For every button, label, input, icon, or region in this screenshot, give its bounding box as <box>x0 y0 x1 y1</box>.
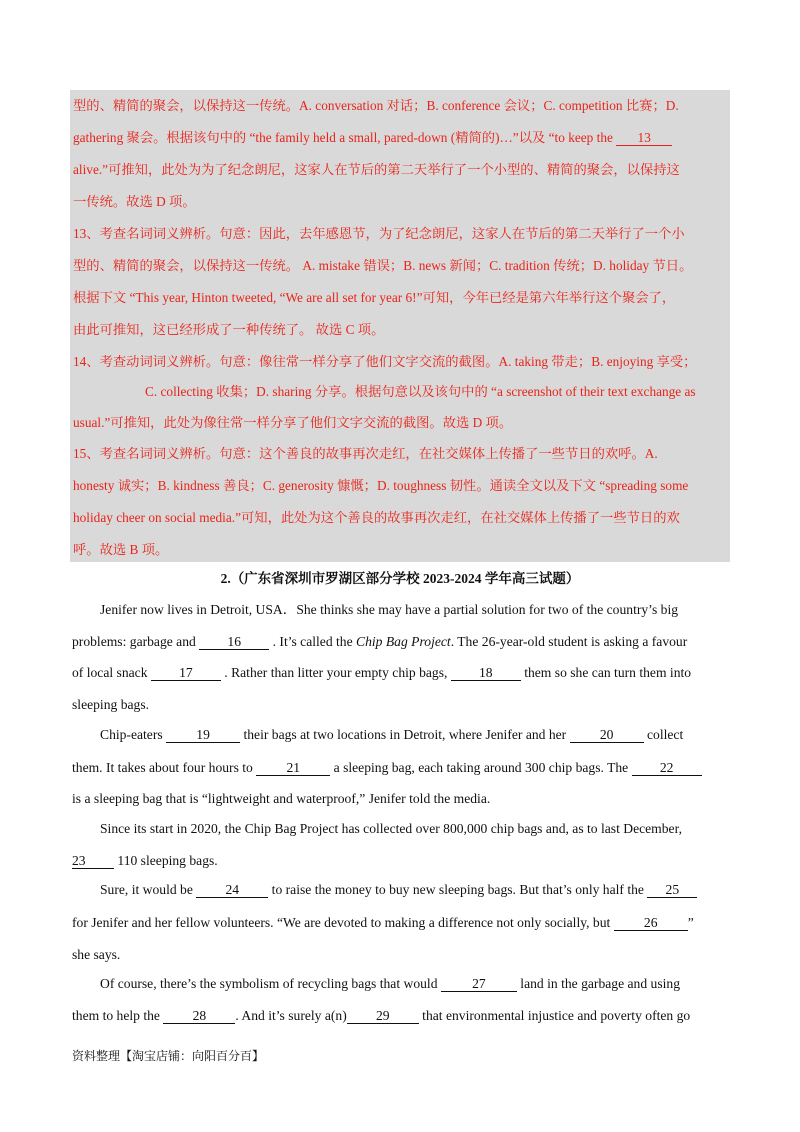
answer-line: 型的、精简的聚会，以保持这一传统。 A. mistake 错误；B. news 新闻；C. tradition 传统；D. holiday 节日。 <box>73 258 693 273</box>
blank-18[interactable]: 18 <box>451 665 521 681</box>
answer-line: alive.”可推知，此处为为了纪念朗尼，这家人在节后的第二天举行了一个小型的、精简的聚会，以保持这 <box>73 162 680 177</box>
passage-text: Sure, it would be <box>100 882 197 897</box>
section-heading: 2.（广东省深圳市罗湖区部分学校 2023-2024 学年高三试题） <box>220 571 580 586</box>
passage-text: their bags at two locations in Detroit, where Jenifer and her <box>240 727 570 742</box>
passage-line: Since its start in 2020, the Chip Bag Project has collected over 800,000 chip bags and, as to last December, <box>100 821 682 836</box>
answer-line: 14、考查动词词义辨析。句意：像往常一样分享了他们文字交流的截图。A. taking 带走；B. enjoying 享受； <box>73 354 697 369</box>
answer-line: honesty 诚实；B. kindness 善良；C. generosity 慷慨；D. toughness 韧性。通读全文以及下文 “spreading some <box>73 478 689 493</box>
passage-line <box>72 914 694 932</box>
blank-21[interactable]: 21 <box>256 760 330 776</box>
passage-text: Chip-eaters <box>100 727 167 742</box>
blank-20[interactable]: 20 <box>570 727 644 743</box>
blank-28[interactable]: 28 <box>163 1008 235 1024</box>
passage-line <box>72 664 691 682</box>
blank-22[interactable]: 22 <box>632 760 702 776</box>
answer-line: 根据下文 “This year, Hinton tweeted, “We are all set for year 6!”可知，今年已经是第六年举行这个聚会了， <box>73 290 676 305</box>
passage-text: Of course, there’s the symbolism of recycling bags that would <box>100 976 441 991</box>
answer-text: gathering 聚会。根据该句中的 “the family held a small, pared-down (精简的)…”以及 “to keep the <box>73 130 617 145</box>
passage-line <box>72 759 702 777</box>
passage-text: land in the garbage and using <box>516 976 680 991</box>
passage-line: is a sleeping bag that is “lightweight and waterproof,” Jenifer told the media. <box>72 791 491 806</box>
passage-text: a sleeping bag, each taking around 300 chip bags. The <box>330 760 632 775</box>
passage-line <box>100 975 680 993</box>
blank-29[interactable]: 29 <box>347 1008 419 1024</box>
answer-line: 呼。故选 B 项。 <box>73 542 169 557</box>
passage-line: she says. <box>72 947 121 962</box>
passage-line <box>72 633 687 651</box>
blank-24[interactable]: 24 <box>196 882 268 898</box>
answer-line <box>73 129 672 147</box>
answer-line: C. collecting 收集；D. sharing 分享。根据句意以及该句中的 “a screenshot of their text exchange as <box>145 384 696 399</box>
passage-text: ” <box>687 915 694 930</box>
passage-text: problems: garbage and <box>72 634 200 649</box>
passage-text: . Rather than litter your empty chip bags, <box>220 665 451 680</box>
passage-line: Jenifer now lives in Detroit, USA．She thinks she may have a partial solution for two of the country’s big <box>100 602 679 617</box>
passage-text: . It’s called the <box>269 634 357 649</box>
blank-19[interactable]: 19 <box>166 727 240 743</box>
passage-line <box>100 726 683 744</box>
passage-text: 110 sleeping bags. <box>114 853 218 868</box>
passage-text: them so she can turn them into <box>520 665 692 680</box>
answer-line: 由此可推知，这已经形成了一种传统了。 故选 C 项。 <box>73 322 385 337</box>
passage-text: for Jenifer and her fellow volunteers. “We are devoted to making a difference not only socially, but <box>72 915 614 930</box>
answer-line: 13、考查名词词义辨析。句意：因此，去年感恩节，为了纪念朗尼，这家人在节后的第二天举行了一个小 <box>73 226 685 241</box>
blank-26[interactable]: 26 <box>614 915 688 931</box>
page-footer: 资料整理【淘宝店铺：向阳百分百】 <box>72 1049 265 1063</box>
passage-text: . And it’s surely a(n) <box>235 1008 347 1023</box>
blank-25[interactable]: 25 <box>647 882 697 898</box>
answer-line: 15、考查名词词义辨析。句意：这个善良的故事再次走红，在社交媒体上传播了一些节日的欢呼。A. <box>73 446 658 461</box>
answer-line: usual.”可推知，此处为像往常一样分享了他们文字交流的截图。故选 D 项。 <box>73 415 513 430</box>
blank-17[interactable]: 17 <box>151 665 221 681</box>
blank-16[interactable]: 16 <box>199 634 269 650</box>
passage-text: collect <box>643 727 684 742</box>
passage-line <box>72 852 218 870</box>
passage-text: . The 26-year-old student is asking a favour <box>450 634 688 649</box>
passage-text: to raise the money to buy new sleeping bags. But that’s only half the <box>268 882 648 897</box>
blank-27[interactable]: 27 <box>441 976 517 992</box>
passage-text: them to help the <box>72 1008 164 1023</box>
answer-line: holiday cheer on social media.”可知，此处为这个善良的故事再次走红，在社交媒体上传播了一些节日的欢 <box>73 510 680 525</box>
passage-text: of local snack <box>72 665 151 680</box>
blank-23[interactable]: 23 <box>72 853 114 869</box>
passage-line <box>72 1007 690 1025</box>
passage-line <box>100 881 697 899</box>
project-title: Chip Bag Project <box>356 634 451 649</box>
passage-text: them. It takes about four hours to <box>72 760 257 775</box>
answer-blank-13: 13 <box>616 130 672 146</box>
answer-line: 型的、精简的聚会，以保持这一传统。A. conversation 对话；B. conference 会议；C. competition 比赛；D. <box>73 98 679 113</box>
passage-text: that environmental injustice and poverty often go <box>418 1008 691 1023</box>
passage-line: sleeping bags. <box>72 697 150 712</box>
answer-line: 一传统。故选 D 项。 <box>73 194 196 209</box>
